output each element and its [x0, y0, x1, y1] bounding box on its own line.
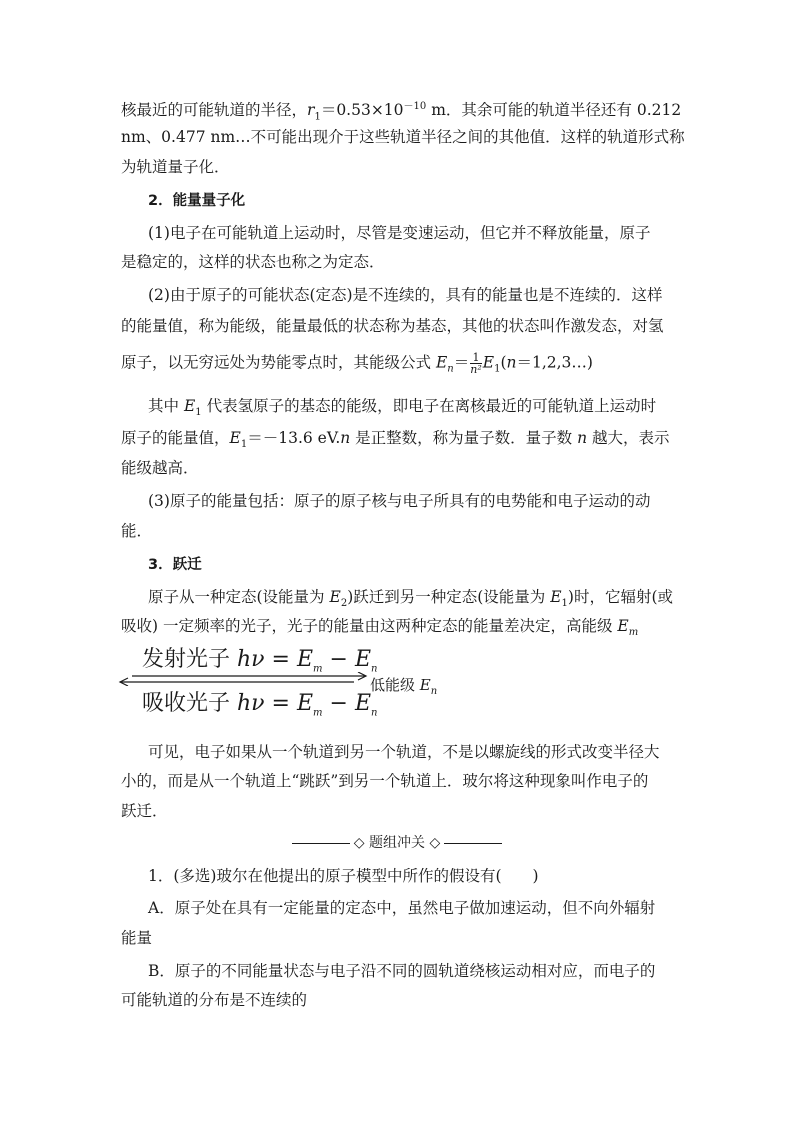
subscript: m — [313, 663, 323, 675]
text: 吸收) 一定频率的光子，光子的能量由这两种定态的能量差决定，高能级 — [121, 617, 618, 635]
symbol-E: E — [354, 647, 372, 672]
symbol-h-nu: hν — [237, 647, 265, 672]
text: = — [264, 691, 297, 716]
absorption-label: 吸收光子 — [142, 691, 231, 716]
para-energy-line-2: 能． — [121, 522, 153, 540]
para-stationary-line-2: 是稳定的，这样的状态也称之为定态． — [121, 253, 385, 271]
section-divider — [0, 832, 794, 852]
subscript: n — [371, 707, 378, 719]
text: ( — [500, 353, 507, 372]
symbol-E: E — [329, 588, 341, 606]
option-b-line-1: B．原子的不同能量状态与电子沿不同的圆轨道绕核运动相对应，而电子的 — [148, 962, 656, 980]
para-ground-line-2 — [121, 428, 670, 455]
symbol-E: E — [419, 676, 431, 694]
subscript: n — [430, 686, 438, 697]
text: = — [264, 647, 297, 672]
para-levels-line-1: (2)由于原子的可能状态(定态)是不连续的，具有的能量也是不连续的．这样 — [148, 286, 663, 304]
subscript: 2 — [340, 598, 348, 610]
para-stationary-line-1: (1)电子在可能轨道上运动时，尽管是变速运动，但它并不释放能量，原子 — [148, 224, 651, 242]
text: 低能级 — [370, 676, 420, 694]
symbol-E: E — [435, 353, 448, 372]
para-orbit-line-3: 为轨道量子化． — [121, 158, 230, 176]
symbol-n: n — [577, 429, 588, 447]
text: − — [322, 691, 355, 716]
symbol-h-nu: hν — [237, 691, 265, 716]
text: )跃迁到另一种定态(设能量为 — [347, 588, 551, 606]
transition-diagram — [118, 638, 478, 728]
text: m．其余可能的轨道半径还有 0.212 — [426, 101, 682, 120]
subscript: m — [628, 627, 639, 639]
text: 代表氢原子的基态的能级，即电子在离核最近的可能轨道上运动时 — [201, 397, 657, 415]
text: 核最近的可能轨道的半径， — [121, 101, 308, 120]
text: 越大，表示 — [587, 429, 670, 447]
divider-rule — [444, 843, 502, 844]
para-conclusion-line-1: 可见，电子如果从一个轨道到另一个轨道，不是以螺旋线的形式改变半径大 — [148, 743, 660, 761]
para-orbit-line-1 — [121, 97, 681, 127]
symbol-E: E — [296, 691, 314, 716]
section-heading-transition: 3．跃迁 — [148, 557, 202, 573]
question-stem: 1．(多选)玻尔在他提出的原子模型中所作的假设有( ) — [148, 867, 539, 885]
text: − — [322, 647, 355, 672]
text: ＝0.53×10 — [320, 101, 404, 120]
divider-label: ◇ 题组冲关 ◇ — [353, 835, 441, 851]
para-energy-line-1: (3)原子的能量包括：原子的原子核与电子所具有的电势能和电子运动的动 — [148, 492, 651, 510]
symbol-E: E — [229, 429, 241, 447]
symbol-E: E — [183, 397, 196, 415]
symbol-E: E — [296, 647, 314, 672]
double-arrow-icon — [118, 672, 368, 686]
superscript: －10 — [403, 101, 427, 112]
subscript: m — [313, 707, 323, 719]
subscript: 1 — [240, 439, 248, 451]
text: )时，它辐射(或 — [567, 588, 674, 606]
text: 是正整数，称为量子数．量子数 — [350, 429, 578, 447]
subscript: 1 — [314, 111, 321, 123]
fraction — [470, 352, 482, 375]
text: 原子的能量值， — [121, 429, 230, 447]
symbol-r: r — [307, 101, 315, 120]
text: ＝1,2,3…) — [516, 353, 593, 372]
option-a-line-2: 能量 — [121, 929, 153, 947]
subscript: n — [447, 363, 454, 375]
absorption-formula — [142, 686, 377, 718]
para-orbit-line-2: nm、0.477 nm…不可能出现介于这些轨道半径之间的其他值．这样的轨道形式称 — [121, 128, 685, 146]
symbol-n: n — [340, 429, 351, 447]
low-level-label — [370, 674, 437, 697]
text: 原子，以无穷远处为势能零点时，其能级公式 — [121, 353, 436, 372]
option-a-line-1: A．原子处在具有一定能量的定态中，虽然电子做加速运动，但不向外辐射 — [148, 899, 656, 917]
para-conclusion-line-2: 小的，而是从一个轨道上“跳跃”到另一个轨道上．玻尔将这种现象叫作电子的 — [121, 772, 649, 790]
section-heading-energy-quantization: 2．能量量子化 — [148, 193, 246, 209]
para-ground-line-1 — [148, 396, 656, 423]
symbol-E: E — [482, 353, 495, 372]
para-conclusion-line-3: 跃迁． — [121, 802, 168, 820]
divider-rule — [292, 843, 350, 844]
option-b-line-2: 可能轨道的分布是不连续的 — [121, 991, 308, 1009]
subscript: n — [371, 663, 378, 675]
symbol-E: E — [354, 691, 372, 716]
subscript: 1 — [195, 407, 202, 419]
emission-label: 发射光子 — [142, 647, 231, 672]
para-ground-line-3: 能级越高． — [121, 459, 199, 477]
symbol-n: n — [506, 353, 517, 372]
text: ＝－13.6 eV. — [247, 429, 341, 447]
symbol-E: E — [617, 617, 629, 635]
text: 其中 — [148, 397, 184, 415]
text: 原子从一种定态(设能量为 — [148, 588, 330, 606]
para-levels-line-2: 的能量值，称为能级，能量最低的状态称为基态，其他的状态叫作激发态，对氢 — [121, 317, 664, 335]
para-levels-line-3 — [121, 352, 593, 380]
text: ＝ — [453, 353, 470, 372]
emission-formula — [142, 642, 377, 674]
para-transition-line-1 — [148, 587, 673, 614]
fraction-denominator: n² — [470, 363, 482, 376]
symbol-E: E — [550, 588, 562, 606]
fraction-numerator: 1 — [470, 352, 482, 364]
subscript: 1 — [561, 598, 568, 610]
subscript: 1 — [494, 363, 501, 375]
